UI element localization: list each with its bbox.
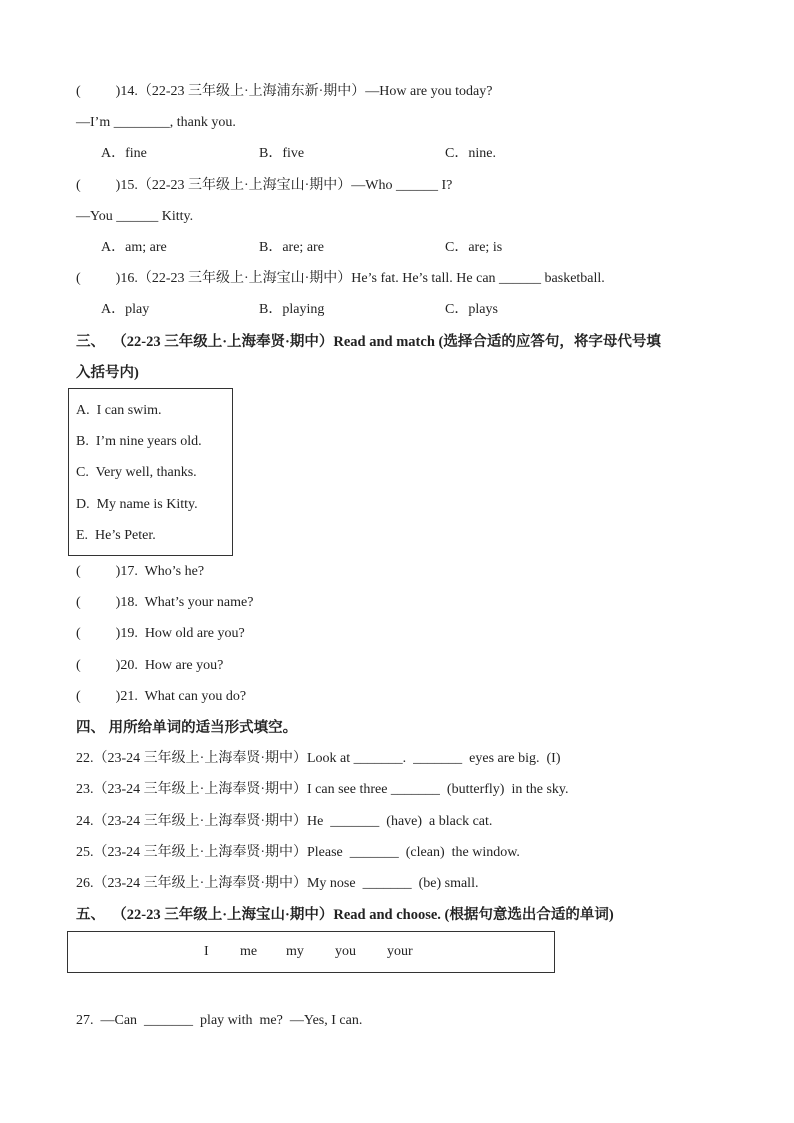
answer-option: A. I can swim.: [76, 403, 162, 418]
answer-option: B. I’m nine years old.: [76, 434, 202, 449]
q14-option-b[interactable]: B．five: [259, 146, 305, 161]
q15-option-c[interactable]: C．are; is: [445, 240, 503, 255]
q15-option-b[interactable]: B．are; are: [259, 240, 324, 255]
q16-stem: ( )16.（22-23 三年级上·上海宝山·期中）He’s fat. He’s tall. He can ______ basketball.: [76, 271, 605, 286]
word-bank-item: my: [286, 944, 304, 959]
word-bank-item: I: [204, 944, 209, 959]
match-question-19[interactable]: ( )19. How old are you?: [76, 626, 245, 641]
q15-option-a[interactable]: A．am; are: [101, 240, 167, 255]
section3-title: 三、 （22-23 三年级上·上海奉贤·期中）Read and match (选择合适的应答句，将字母代号填: [76, 334, 661, 350]
q16-option-c[interactable]: C．plays: [445, 302, 498, 317]
section4-title: 四、 用所给单词的适当形式填空。: [76, 720, 298, 736]
answer-option: E. He’s Peter.: [76, 528, 156, 543]
q16-option-a[interactable]: A．play: [101, 302, 150, 317]
match-question-21[interactable]: ( )21. What can you do?: [76, 689, 247, 704]
q15-stem: ( )15.（22-23 三年级上·上海宝山·期中）—Who ______ I?: [76, 178, 453, 193]
fill-question-26[interactable]: 26.（23-24 三年级上·上海奉贤·期中）My nose _______ (be) small.: [76, 876, 479, 891]
q14-stem: ( )14.（22-23 三年级上·上海浦东新·期中）—How are you today?: [76, 84, 493, 99]
fill-question-24[interactable]: 24.（23-24 三年级上·上海奉贤·期中）He _______ (have) a black cat.: [76, 814, 493, 829]
section5-title: 五、 （22-23 三年级上·上海宝山·期中）Read and choose. (根据句意选出合适的单词): [76, 907, 614, 923]
fill-question-25[interactable]: 25.（23-24 三年级上·上海奉贤·期中）Please _______ (clean) the window.: [76, 845, 520, 860]
word-bank-box: [67, 931, 555, 973]
word-bank-item: me: [240, 944, 258, 959]
word-bank-item: you: [335, 944, 356, 959]
answer-option: C. Very well, thanks.: [76, 465, 197, 480]
q16-option-b[interactable]: B．playing: [259, 302, 325, 317]
match-question-18[interactable]: ( )18. What’s your name?: [76, 595, 254, 610]
q14-option-c[interactable]: C．nine.: [445, 146, 496, 161]
q14-line2: —I’m ________, thank you.: [76, 115, 236, 130]
q14-option-a[interactable]: A．fine: [101, 146, 147, 161]
match-question-20[interactable]: ( )20. How are you?: [76, 658, 224, 673]
word-bank-item: your: [387, 944, 413, 959]
choose-question-27[interactable]: 27. —Can _______ play with me? —Yes, I can.: [76, 1013, 363, 1028]
answer-options-box: [68, 388, 233, 556]
fill-question-22[interactable]: 22.（23-24 三年级上·上海奉贤·期中）Look at _______. _______ eyes are big. (I): [76, 751, 561, 766]
answer-option: D. My name is Kitty.: [76, 497, 198, 512]
q15-line2: —You ______ Kitty.: [76, 209, 194, 224]
section3-title-cont: 入括号内): [76, 365, 139, 381]
match-question-17[interactable]: ( )17. Who’s he?: [76, 564, 205, 579]
fill-question-23[interactable]: 23.（23-24 三年级上·上海奉贤·期中）I can see three _______ (butterfly) in the sky.: [76, 782, 569, 797]
